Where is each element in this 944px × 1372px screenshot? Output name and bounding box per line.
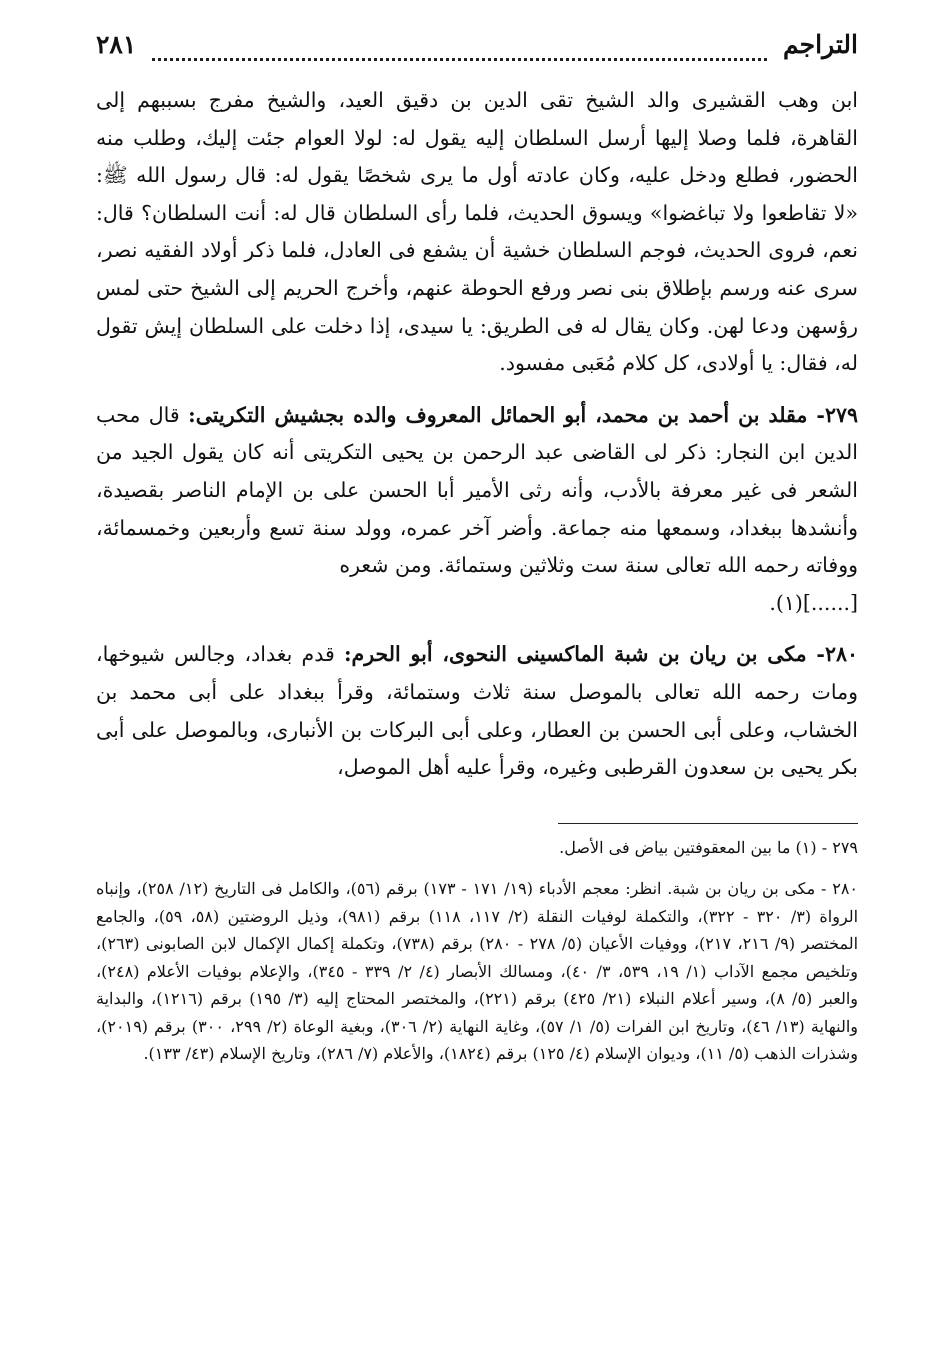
footnote-280: ٢٨٠ - مكى بن ريان بن شبة. انظر: معجم الأدباء (١٩/ ١٧١ - ١٧٣) برقم (٥٦)، والكامل فى التاريخ (١٢/ ٢٥٨)، وإنباه الرواة (٣/ ٣٢٠ - ٣٢٢)، والتكملة لوفيات النقلة (٢/ ١١٧، ١١٨) برقم (٩٨١)، وذيل الروضتين (٥٨، ٥٩)، والجامع المختصر (٩/ ٢١٦، ٢١٧)، ووفيات الأعيان (٥/ ٢٧٨ - ٢٨٠) برقم (٧٣٨)، وتكملة إكمال الإكمال لابن الصابونى (٢٦٣)، وتلخيص مجمع الآداب (١/ ١٩، ٥٣٩، ٣/ ٤٠)، ومسالك الأبصار (٤/ ٢/ ٣٣٩ - ٣٤٥)، والإعلام بوفيات الأعلام (٢٤٨)، والعبر (٥/ ٨)، وسير أعلام النبلاء (٢١/ ٤٢٥) برقم (٢٢١)، والمختصر المحتاج إليه (٣/ ١٩٥) برقم (١٢١٦)، والبداية والنهاية (١٣/ ٤٦)، وتاريخ ابن الفرات (٥/ ١/ ٥٧)، وغاية النهاية (٢/ ٣٠٦)، وبغية الوعاة (٢/ ٢٩٩، ٣٠٠) برقم (٢٠١٩)، وشذرات الذهب (٥/ ١١)، وديوان الإسلام (٤/ ١٢٥) برقم (١٨٢٤)، والأعلام (٧/ ٢٨٦)، وتاريخ الإسلام (٤٣/ ١٣٣). <box>96 879 859 1064</box>
paragraph-continued: ابن وهب القشيرى والد الشيخ تقى الدين بن دقيق العيد، والشيخ مفرج بسببهم إلى القاهرة، فلما وصلا إليها أرسل السلطان إليه يقول له: لولا العوام جئت إليك، وطلب منه الحضور، فطلع ودخل عليه، وكان عادته أول ما يرى شخصًا يقول له: قال رسول الله ﷺ: «لا تقاطعوا ولا تباغضوا» ويسوق الحديث، فلما رأى السلطان قال له: أنت السلطان؟ قال: نعم، فروى الحديث، فوجم السلطان خشية أن يشفع فى العادل، فلما ذكر أولاد الفقيه نصر، سرى عنه ورسم بإطلاق بنى نصر ورفع الحوطة عنهم، وأخرج الحريم إلى الشيخ حتى لمس رؤسهن ودعا لهن. وكان يقال له فى الطريق: يا سيدى، إذا دخلت على السلطان إيش تقول له، فقال: يا أولادى، كل كلام مُعَبى مفسود. <box>96 88 858 376</box>
footnote-divider <box>558 823 858 824</box>
footnote-279: ٢٧٩ - (١) ما بين المعقوفتين بياض فى الأصل. <box>559 837 858 857</box>
leader-dots <box>152 58 767 61</box>
footnotes <box>96 834 858 1068</box>
entry-279-lacuna: [......](١). <box>769 590 858 615</box>
main-text <box>96 82 858 787</box>
entry-279-text: قال محب الدين ابن النجار: ذكر لى القاضى عبد الرحمن بن يحيى التكريتى أنه كان يقول الجيد من الشعر فى غير معرفة بالأدب، وأنه رثى الأمير أبا الحسن على بن الإمام الناصر بقصيدة، وأنشدها ببغداد، وسمعها منه جماعة. وأضر آخر عمره، وولد سنة تسع وأربعين وخمسمائة، ووفاته رحمه الله تعالى سنة ست وثلاثين وستمائة. ومن شعره <box>96 402 858 578</box>
entry-279 <box>96 397 858 623</box>
chapter-title: التراجم <box>783 30 858 59</box>
page-number: ٢٨١ <box>96 30 137 59</box>
entry-280-text: قدم بغداد، وجالس شيوخها، ومات رحمه الله تعالى بالموصل سنة ثلاث وستمائة، وقرأ ببغداد على أبى محمد بن الخشاب، وعلى أبى الحسن بن العطار، وعلى أبى البركات بن الأنبارى، وبالموصل على أبى بكر يحيى بن سعدون القرطبى وغيره، وقرأ عليه أهل الموصل، <box>96 642 858 780</box>
book-page <box>96 30 858 1068</box>
entry-279-heading: ٢٧٩- مقلد بن أحمد بن محمد، أبو الحمائل المعروف والده بجشيش التكريتى: <box>188 402 858 427</box>
running-header <box>96 30 858 76</box>
entry-280-heading: ٢٨٠- مكى بن ريان بن شبة الماكسينى النحوى، أبو الحرم: <box>343 642 858 667</box>
entry-280 <box>96 636 858 786</box>
